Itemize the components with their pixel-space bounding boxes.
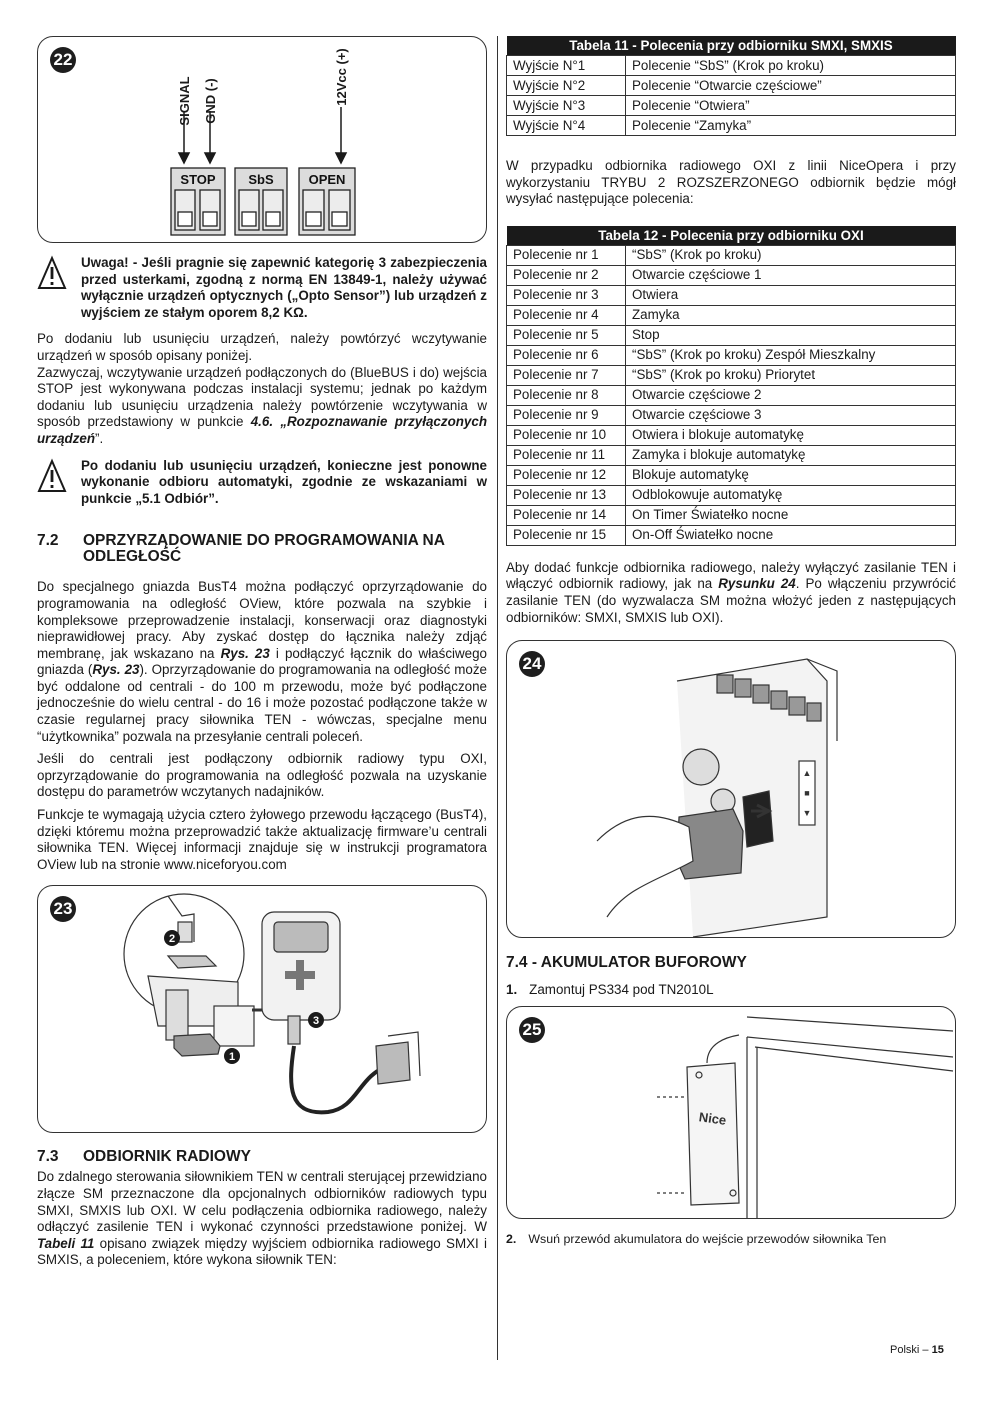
figure-24 (506, 640, 956, 938)
table-cell-key: Polecenie nr 12 (507, 465, 626, 485)
wire-label-gnd: GND (-) (203, 78, 218, 124)
paragraph: Aby dodać funkcje odbiornika radiowego, należy wyłączyć zasilanie TEN i włączyć odbiornik radiowy, jak na Rysunku 24. Po włączeniu przywrócić zasilanie TEN (do wyzwalacza SM można włożyć jeden z następujących odbiorników: SMXI, SMXIS lub OXI). (506, 559, 956, 625)
cross-reference: Tabeli 11 (37, 1235, 95, 1251)
table-row (507, 465, 956, 485)
paragraph: Po dodaniu lub usunięciu urządzeń, należy powtórzyć wczytywanie urządzeń w sposób opisany poniżej. (37, 331, 487, 363)
list-item: 1. Zamontuj PS334 pod TN2010L (506, 982, 714, 998)
figure-number: 24 (519, 651, 545, 677)
table-title: Tabela 11 - Polecenia przy odbiorniku SMXI, SMXIS (507, 36, 956, 56)
figure-22 (37, 36, 487, 243)
table-row (507, 345, 956, 365)
section-heading-7-3: 7.3 ODBIORNIK RADIOWY (37, 1148, 251, 1166)
paragraph: Zazwyczaj, wczytywanie urządzeń podłączonych do (BlueBUS i do) wejścia STOP jest wykonywana podczas instalacji systemu; jednak po każdym dodaniu lub usunięciu urządzenia należy powtórzenie wczytywania w sposób przedstawiony w punkcie 4.6. „Rozpoznawanie przyłączonych urządzeń”. (37, 364, 487, 446)
section-heading-7-4: 7.4 - AKUMULATOR BUFOROWY (506, 954, 747, 972)
svg-text:■: ■ (804, 788, 810, 799)
table-cell-value: Otwiera (626, 285, 956, 305)
table-cell-value: “SbS” (Krok po kroku) Zespół Mieszkalny (626, 345, 956, 365)
warning-icon (37, 255, 67, 291)
table-row (507, 485, 956, 505)
wire-label-12v: 12Vcc (+) (334, 48, 349, 106)
table-cell-key: Polecenie nr 1 (507, 245, 626, 265)
table-cell-value: Zamyka i blokuje automatykę (626, 445, 956, 465)
warning-text-2: Po dodaniu lub usunięciu urządzeń, konieczne jest ponowne wykonanie odbioru automatyki, zgodnie ze wskazaniami w punkcie „5.1 Odbiór”. (81, 457, 487, 506)
svg-text:▼: ▼ (802, 808, 812, 819)
table-cell-key: Polecenie nr 8 (507, 385, 626, 405)
table-row (507, 505, 956, 525)
programmer-connection-illustration (38, 886, 488, 1132)
table-cell-value: Polecenie “Zamyka” (626, 116, 956, 136)
terminal-stop: STOP (180, 172, 216, 187)
table-cell-key: Polecenie nr 14 (507, 505, 626, 525)
paragraph: Jeśli do centrali jest podłączony odbiornik radiowy typu OXI, oprzyrządowanie do programowania na odległość pozwala na uzyskanie dostępu do parametrów wczytanych nadajników. (37, 751, 487, 800)
terminal-open: OPEN (308, 172, 346, 187)
paragraph: Do zdalnego sterowania siłownikiem TEN w centrali sterującej przewidziano złącze SM przeznaczone dla opcjonalnych odbiorników radiowych typu SMXI, SMXIS lub OXI. W celu podłączenia odbiornika radiowego, należy odłączyć zasilenie TEN i wykonać czynności przedstawione poniżej. W Tabeli 11 opisano związek między wyjściem odbiornika radiowego SMXI i SMXIS, a poleceniem, które wykona siłownik TEN: (37, 1169, 487, 1268)
table-cell-key: Polecenie nr 10 (507, 425, 626, 445)
table-cell-value: Blokuje automatykę (626, 465, 956, 485)
figure-23 (37, 885, 487, 1133)
table-cell-value: Polecenie “SbS” (Krok po kroku) (626, 56, 956, 76)
table-row (507, 285, 956, 305)
table-cell-key: Polecenie nr 6 (507, 345, 626, 365)
table-cell-key: Polecenie nr 13 (507, 485, 626, 505)
right-column (506, 36, 956, 1247)
table-11 (506, 36, 956, 136)
cross-reference: 4.6. „Rozpoznawanie przyłączonych urządzeń (37, 414, 487, 446)
warning-icon (37, 458, 67, 494)
table-cell-key: Polecenie nr 9 (507, 405, 626, 425)
table-row (507, 525, 956, 545)
table-cell-value: Otwiera i blokuje automatykę (626, 425, 956, 445)
table-row (507, 265, 956, 285)
svg-text:▲: ▲ (802, 768, 812, 779)
table-cell-key: Wyjście N°4 (507, 116, 626, 136)
table-row (507, 305, 956, 325)
table-cell-value: “SbS” (Krok po kroku) (626, 245, 956, 265)
table-cell-value: Stop (626, 325, 956, 345)
cross-reference: Rys. 23 (92, 662, 140, 678)
table-row (507, 76, 956, 96)
table-row (507, 245, 956, 265)
table-cell-value: Odblokowuje automatykę (626, 485, 956, 505)
page-number: 15 (931, 1344, 944, 1356)
table-cell-key: Wyjście N°2 (507, 76, 626, 96)
figure-25 (506, 1006, 956, 1219)
figure-number: 23 (50, 896, 76, 922)
table-row (507, 56, 956, 76)
step-2-marker: 2 (168, 933, 176, 946)
table-cell-value: On-Off Światełko nocne (626, 525, 956, 545)
table-cell-key: Polecenie nr 11 (507, 445, 626, 465)
list-item: 2. Wsuń przewód akumulatora do wejście przewodów siłownika Ten (506, 1232, 887, 1247)
table-cell-key: Wyjście N°1 (507, 56, 626, 76)
step-3-marker: 3 (312, 1015, 320, 1028)
table-cell-key: Polecenie nr 4 (507, 305, 626, 325)
left-column (37, 36, 487, 1269)
table-title: Tabela 12 - Polecenia przy odbiorniku OXI (507, 226, 956, 246)
paragraph: Funkcje te wymagają użycia cztero żyłowego przewodu łączącego (BusT4), dzięki któremu można przeprowadzić także aktualizację firmware’u centrali siłownika TEN. Więcej informacji znajduje się w instrukcji programatora OView lub na stronie www.niceforyou.com (37, 807, 487, 872)
table-cell-value: Polecenie “Otwarcie częściowe” (626, 76, 956, 96)
wire-label-signal: SIGNAL (177, 76, 192, 126)
table-cell-key: Polecenie nr 7 (507, 365, 626, 385)
warning-block-1 (37, 255, 487, 321)
wiring-diagram (38, 37, 488, 242)
receiver-insertion-illustration (507, 641, 957, 937)
table-row (507, 445, 956, 465)
brand-logo: Nice (697, 1109, 728, 1129)
cross-reference: Rys. 23 (220, 645, 270, 661)
step-1-marker: 1 (228, 1051, 236, 1064)
cross-reference: Rysunku 24 (718, 576, 796, 592)
column-divider (497, 36, 498, 1360)
table-row (507, 365, 956, 385)
paragraph: W przypadku odbiornika radiowego OXI z linii NiceOpera i przy wykorzystaniu TRYBU 2 ROZSZERZONEGO odbiornik będzie mógł wysyłać następujące polecenia: (506, 158, 956, 207)
table-row (507, 116, 956, 136)
table-row (507, 96, 956, 116)
paragraph: Do specjalnego gniazda BusT4 można podłączyć oprzyrządowanie do programowania na odległość OView, które pozwala na szybkie i kompleksowe przeprowadzenie instalacji, konserwacji oraz diagnostyki nieprawidłowej pracy. Aby zyskać dostęp do łącznika należy zdjąć membranę, jak wskazano na Rys. 23 i podłączyć łącznik do właściwego gniazda (Rys. 23). Oprzyrządowanie do programowania na odległość może być oddalone od centrali - do 100 m przewodu, może być podłączone jednocześnie do wielu central - do 16 i może pozostać podłączone także w czasie regularnej pracy siłownika TEN - wówczas, specjalne menu “użytkownika” pozwala na przesyłanie centrali poleceń. (37, 579, 487, 744)
table-cell-value: Otwarcie częściowe 1 (626, 265, 956, 285)
table-cell-key: Polecenie nr 2 (507, 265, 626, 285)
table-cell-value: Otwarcie częściowe 2 (626, 385, 956, 405)
figure-number: 25 (519, 1017, 545, 1043)
terminal-sbs: SbS (248, 172, 274, 187)
table-cell-key: Wyjście N°3 (507, 96, 626, 116)
battery-mounting-illustration (507, 1007, 957, 1218)
table-cell-value: Polecenie “Otwiera” (626, 96, 956, 116)
table-row (507, 325, 956, 345)
page-footer: Polski – 15 (890, 1344, 944, 1356)
table-row (507, 385, 956, 405)
table-cell-key: Polecenie nr 5 (507, 325, 626, 345)
figure-number: 22 (50, 47, 76, 73)
table-row (507, 405, 956, 425)
table-cell-value: Zamyka (626, 305, 956, 325)
table-cell-value: Otwarcie częściowe 3 (626, 405, 956, 425)
section-heading-7-2: 7.2 OPRZYRZĄDOWANIE DO PROGRAMOWANIA NA ODLEGŁOŚĆ (37, 532, 445, 566)
table-cell-value: “SbS” (Krok po kroku) Priorytet (626, 365, 956, 385)
table-cell-key: Polecenie nr 15 (507, 525, 626, 545)
table-12 (506, 226, 956, 546)
warning-text-1: Uwaga! - Jeśli pragnie się zapewnić kategorię 3 zabezpieczenia przed usterkami, zgodną z normą EN 13849-1, należy używać wyłącznie urządzeń optycznych („Opto Sensor”) lub urządzeń z wyjściem ze stałym oporem 8,2 KΩ. (81, 255, 487, 320)
table-cell-key: Polecenie nr 3 (507, 285, 626, 305)
table-cell-value: On Timer Światełko nocne (626, 505, 956, 525)
warning-block-2 (37, 458, 487, 508)
table-row (507, 425, 956, 445)
